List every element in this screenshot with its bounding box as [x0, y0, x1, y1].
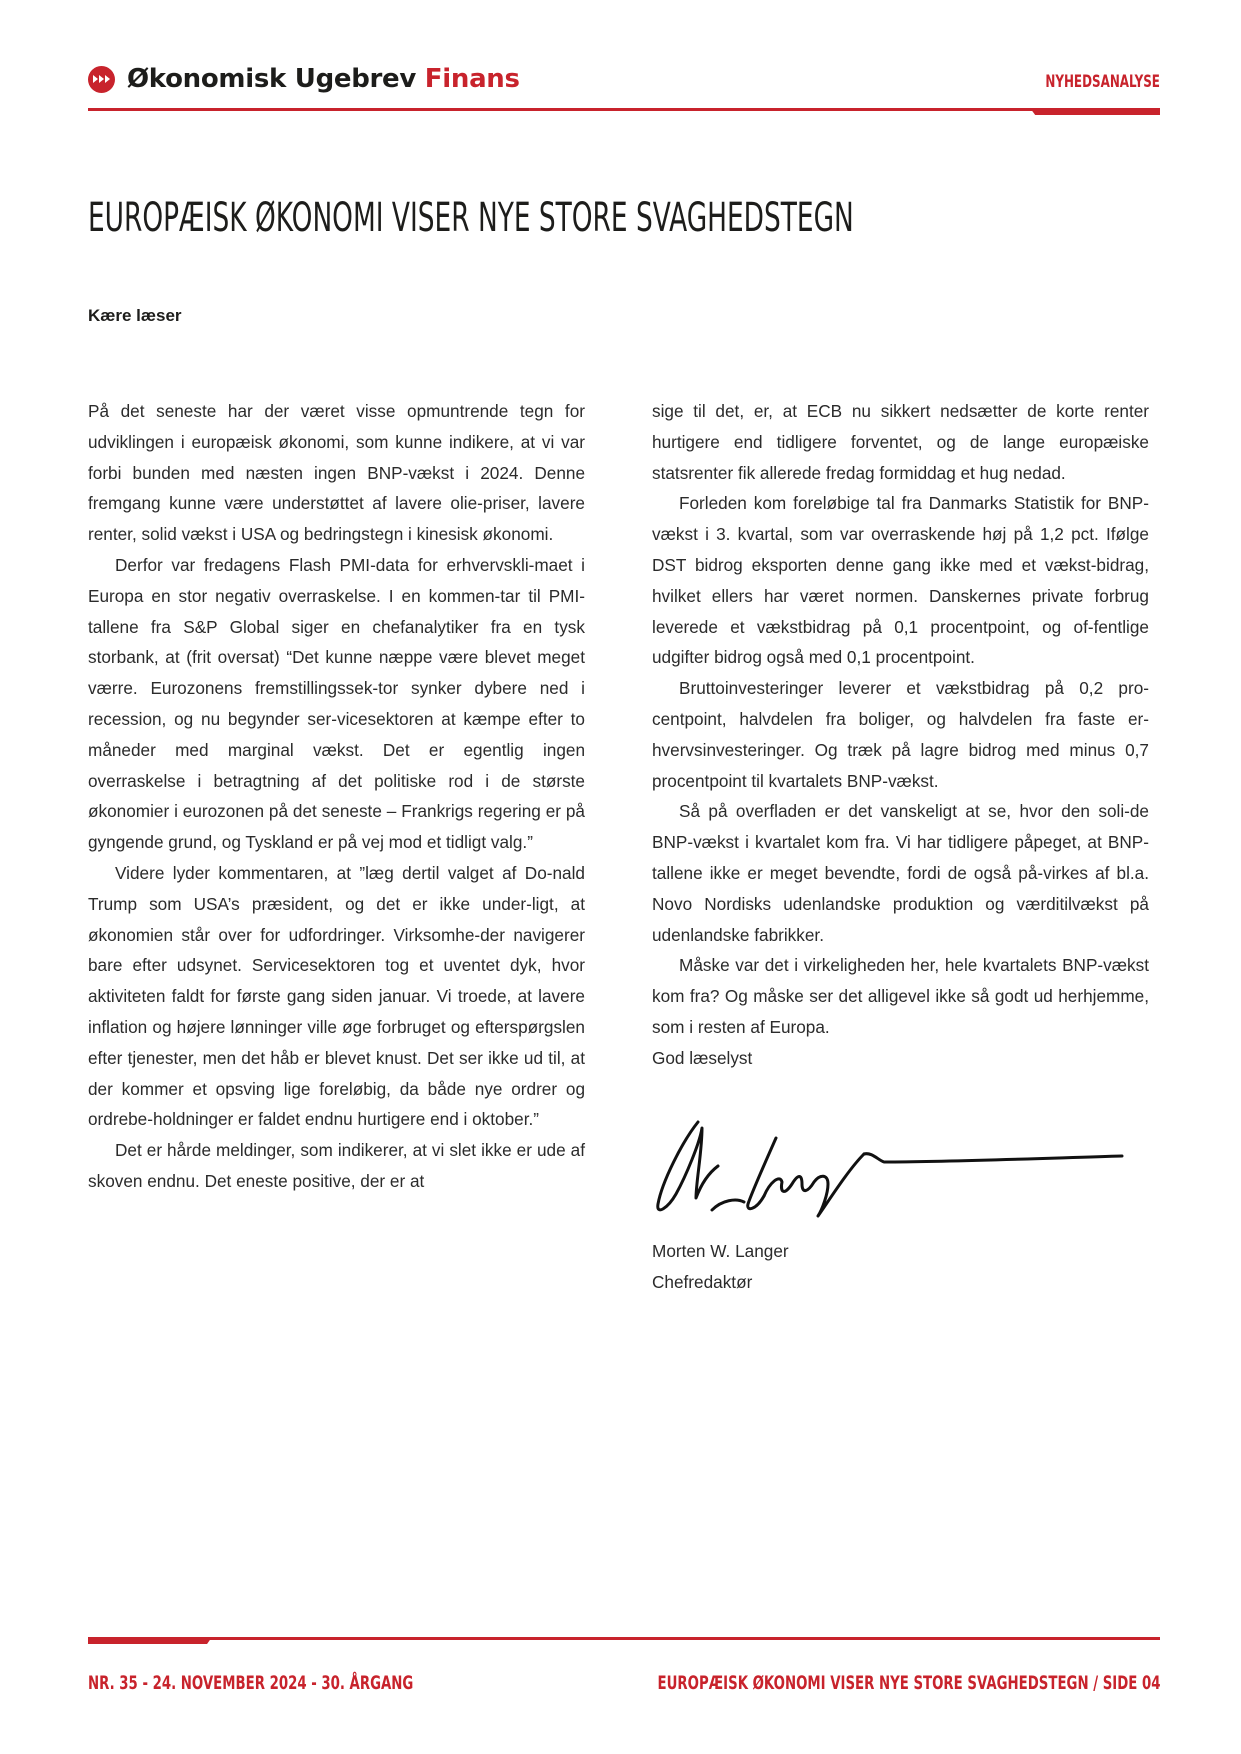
- paragraph: Videre lyder kommentaren, at ”læg dertil valget af Do-nald Trump som USA’s præsident, og det er ikke under-ligt, at økonomien står over for udfordringer. Virksomhe-der navigerer bare efter udsynet. Servicesektoren tog et uventet dyk, hvor aktiviteten faldt for første gang siden januar. Vi troede, at lavere inflation og højere lønninger ville øge forbruget og efterspørgslen efter tjenester, men det håb er blevet knust. Det ser ikke ud til, at der kommer et opsving lige foreløbig, da både nye ordrer og ordrebe-holdninger er faldet endnu hurtigere end i oktober.”: [88, 862, 585, 1130]
- article-title: EUROPÆISK ØKONOMI VISER NYE STORE SVAGHEDSTEGN: [88, 194, 854, 241]
- paragraph: Derfor var fredagens Flash PMI-data for erhvervskli-maet i Europa en stor negativ overraskelse. I en kommen-tar til PMI-tallene fra S&P Global siger en chefanalytiker fra en tysk storbank, at (frit oversat) “Det kunne næppe være blevet meget værre. Eurozonens fremstillingssek-tor synker dybere ned i recession, og nu begynder ser-vicesektoren at kæmpe efter to måneder med marginal vækst. Det er egentlig ingen overraskelse i betragtning af det politiske rod i de største økonomier i eurozonen på det seneste – Frankrigs regering er på gyngende grund, og Tyskland er på vej mod et tidligt valg.”: [88, 554, 585, 853]
- logo-accent-text: Finans: [424, 64, 520, 94]
- greeting: Kære læser: [88, 306, 182, 325]
- closing-line: God læselyst: [652, 1047, 753, 1068]
- article-column-left: [88, 396, 585, 1197]
- page-reference: EUROPÆISK ØKONOMI VISER NYE STORE SVAGHEDSTEGN / SIDE 04: [657, 1672, 1160, 1694]
- handwritten-signature-icon: [652, 1112, 1142, 1222]
- header-divider: [88, 108, 1160, 111]
- section-label: NYHEDSANALYSE: [1045, 72, 1160, 92]
- logo-wordmark: [127, 62, 520, 96]
- paragraph: Så på overfladen er det vanskeligt at se, hvor den soli-de BNP-vækst i kvartalet kom fra. Vi har tidligere påpeget, at BNP-tallene ikke er meget bevendte, fordi de også på-virkes af bl.a. Novo Nordisks udenlandske produktion og værditilvækst på udenlandske fabrikker.: [652, 801, 1149, 945]
- paragraph: Bruttoinvesteringer leverer et vækstbidrag på 0,2 pro-centpoint, halvdelen fra boliger, og halvdelen fra faste er-hvervsinvesteringer. Og træk på lagre bidrog med minus 0,7 procentpoint til kvartalets BNP-vækst.: [652, 678, 1149, 791]
- issue-info: NR. 35 - 24. NOVEMBER 2024 - 30. ÅRGANG: [88, 1672, 414, 1694]
- publication-logo: [88, 62, 520, 96]
- masthead: [88, 62, 1160, 114]
- paragraph: Måske var det i virkeligheden her, hele kvartalets BNP-vækst kom fra? Og måske ser det alligevel ikke så godt ud herhjemme, som i resten af Europa.: [652, 955, 1149, 1037]
- logo-main-text: Økonomisk Ugebrev: [127, 64, 425, 94]
- article-column-right: [652, 396, 1149, 1074]
- paragraph: Det er hårde meldinger, som indikerer, at vi slet ikke er ude af skoven endnu. Det eneste positive, der er at: [88, 1140, 585, 1191]
- paragraph: Forleden kom foreløbige tal fra Danmarks Statistik for BNP-vækst i 3. kvartal, som var overraskende høj på 1,2 pct. Ifølge DST bidrog eksporten denne gang ikke med et vækst-bidrag, hvilket ellers har været normen. Danskernes private forbrug leverede et vækstbidrag på 0,1 procentpoint, og of-fentlige udgifter bidrog også med 0,1 procentpoint.: [652, 493, 1149, 668]
- paragraph: På det seneste har der været visse opmuntrende tegn for udviklingen i europæisk økonomi, som kunne indikere, at vi var forbi bunden med næsten ingen BNP-vækst i 2024. Denne fremgang kunne være understøttet af lavere olie-priser, lavere renter, solid vækst i USA og bedringstegn i kinesisk økonomi.: [88, 401, 585, 545]
- fast-forward-circle-icon: [88, 66, 115, 93]
- signature-role: Chefredaktør: [652, 1272, 753, 1292]
- paragraph: sige til det, er, at ECB nu sikkert nedsætter de korte renter hurtigere end tidligere forventet, og de lange europæiske statsrenter fik allerede fredag formiddag et hug nedad.: [652, 401, 1149, 483]
- footer-divider-tab: [88, 1637, 212, 1644]
- signature-name: Morten W. Langer: [652, 1241, 789, 1261]
- footer-divider: [88, 1637, 1160, 1640]
- header-divider-tab: [1030, 108, 1160, 115]
